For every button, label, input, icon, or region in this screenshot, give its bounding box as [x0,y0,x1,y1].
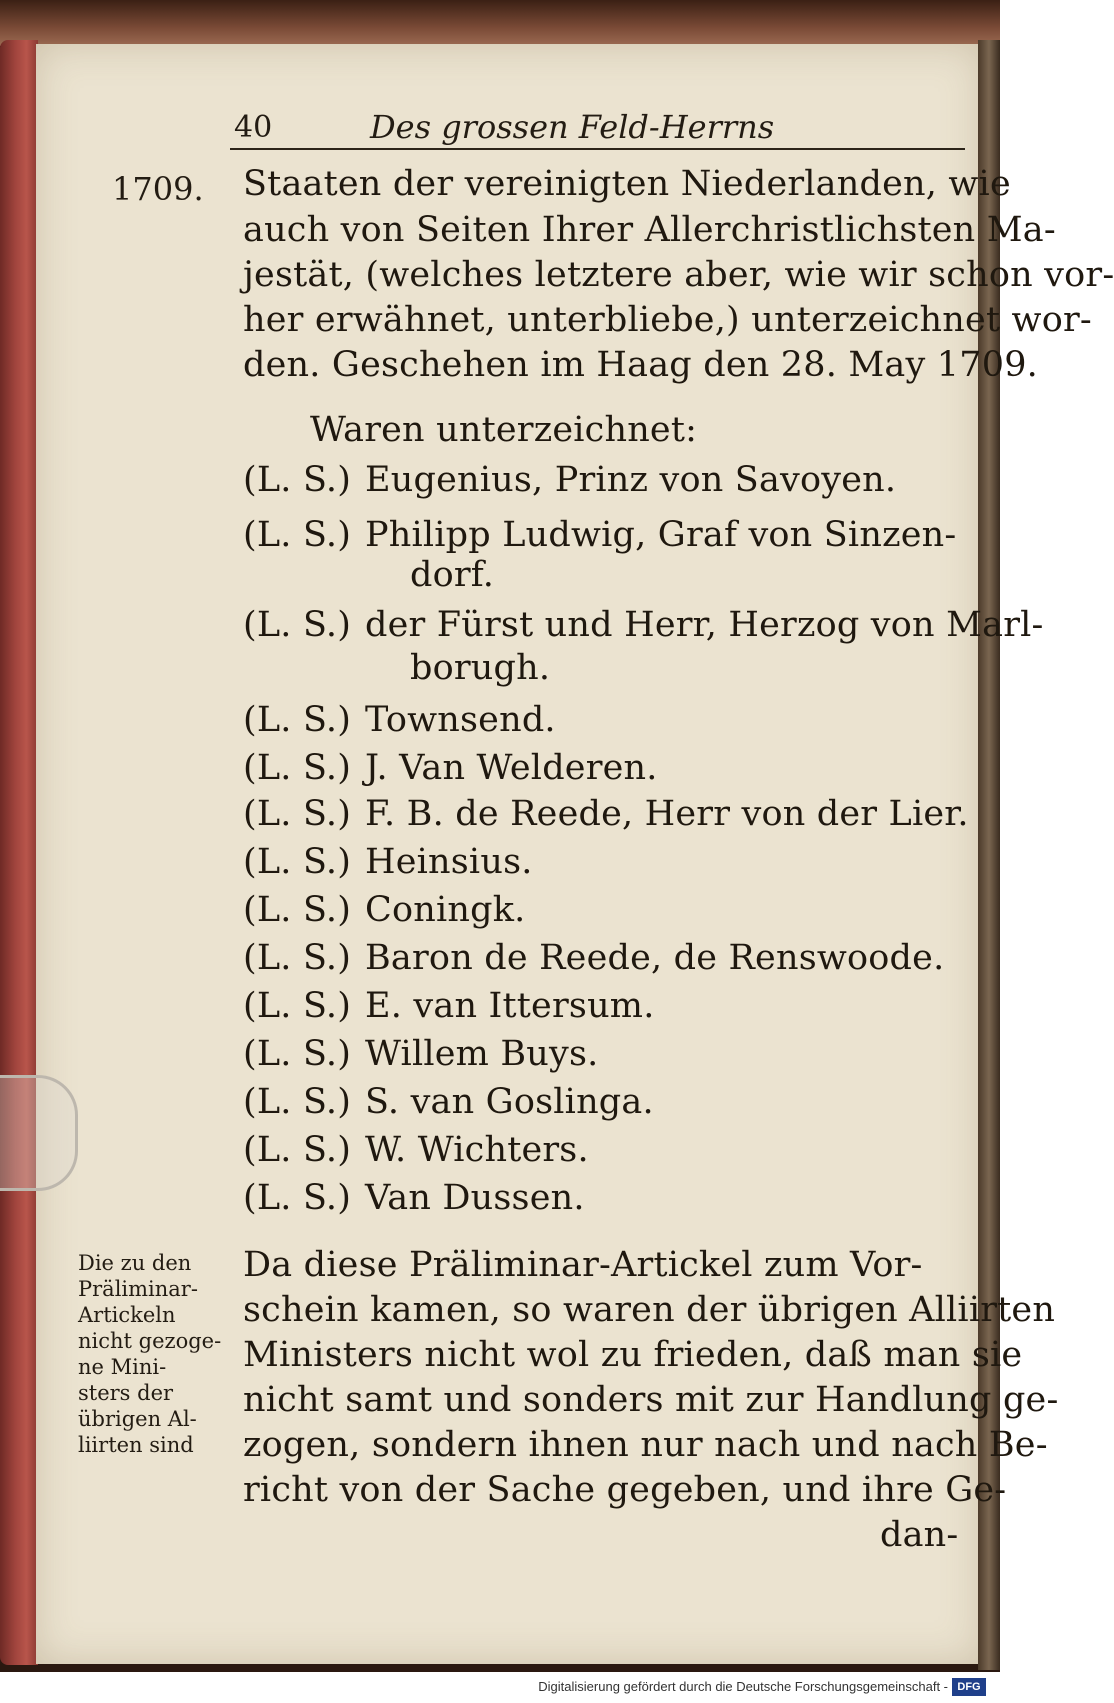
signatory-name: Eugenius, Prinz von Savoyen. [365,460,897,500]
body-line: nicht samt und sonders mit zur Handlung ge- [243,1380,1059,1420]
seal-label: (L. S.) [243,890,352,930]
signatory-name: der Fürst und Herr, Herzog von Marl- [365,605,1044,645]
footer-bar [0,1672,1000,1703]
signatory-name: Willem Buys. [365,1034,599,1074]
marginal-line: Präliminar- [78,1277,198,1301]
seal-label: (L. S.) [243,605,352,645]
seal-label: (L. S.) [243,842,352,882]
body-line: Staaten der vereinigten Niederlanden, wie [243,164,1011,204]
signatory-name: Heinsius. [365,842,533,882]
signatory-name: F. B. de Reede, Herr von der Lier. [365,794,969,834]
signatory-name-continued: dorf. [410,555,495,595]
body-line: richt von der Sache gegeben, und ihre Ge- [243,1470,1007,1510]
page-number: 40 [234,110,273,145]
signatory-name: Coningk. [365,890,526,930]
seal-label: (L. S.) [243,986,352,1026]
signatory-name: S. van Goslinga. [365,1082,654,1122]
signatory-name: Baron de Reede, de Renswoode. [365,938,945,978]
seal-label: (L. S.) [243,794,352,834]
signatory-name: W. Wichters. [365,1130,589,1170]
running-title: Des grossen Feld-Herrns [370,108,775,146]
seal-label: (L. S.) [243,515,352,555]
marginal-line: nicht gezoge- [78,1329,222,1353]
seal-label: (L. S.) [243,748,352,788]
seal-label: (L. S.) [243,938,352,978]
body-line: den. Geschehen im Haag den 28. May 1709. [243,345,1038,385]
catchword: dan- [880,1515,959,1555]
marginal-line: sters der [78,1381,174,1405]
dfg-logo: DFG [952,1678,986,1696]
signatory-name: Townsend. [365,700,556,740]
body-line: schein kamen, so waren der übrigen Alliirten [243,1290,1056,1330]
book-top-edge [0,0,1000,46]
body-line: auch von Seiten Ihrer Allerchristlichsten Ma- [243,210,1056,250]
marginal-line: liirten sind [78,1433,194,1457]
body-line: her erwähnet, unterbliebe,) unterzeichnet wor- [243,300,1092,340]
signatory-name: Philipp Ludwig, Graf von Sinzen- [365,515,957,555]
seal-label: (L. S.) [243,1178,352,1218]
funding-credit: Digitalisierung gefördert durch die Deutsche Forschungsgemeinschaft - [538,1679,948,1694]
signatory-name: J. Van Welderen. [365,748,658,788]
running-head [230,108,965,150]
book-binding-edge [0,40,38,1665]
body-line: zogen, sondern ihnen nur nach und nach Be- [243,1425,1048,1465]
marginal-line: Artickeln [78,1303,176,1327]
signatory-name-continued: borugh. [410,648,551,688]
seal-label: (L. S.) [243,460,352,500]
marginal-line: Die zu den [78,1251,192,1275]
body-line: Ministers nicht wol zu frieden, daß man sie [243,1335,1023,1375]
seal-label: (L. S.) [243,1034,352,1074]
marginal-line: übrigen Al- [78,1407,197,1431]
page-clip [0,1075,78,1191]
body-line: jestät, (welches letztere aber, wie wir schon vor- [243,255,1114,295]
margin-year: 1709. [112,170,204,208]
signed-heading: Waren unterzeichnet: [310,410,698,450]
body-line: Da diese Präliminar-Artickel zum Vor- [243,1245,923,1285]
signatory-name: E. van Ittersum. [365,986,655,1026]
seal-label: (L. S.) [243,700,352,740]
seal-label: (L. S.) [243,1130,352,1170]
signatory-name: Van Dussen. [365,1178,585,1218]
seal-label: (L. S.) [243,1082,352,1122]
marginal-line: ne Mini- [78,1355,167,1379]
